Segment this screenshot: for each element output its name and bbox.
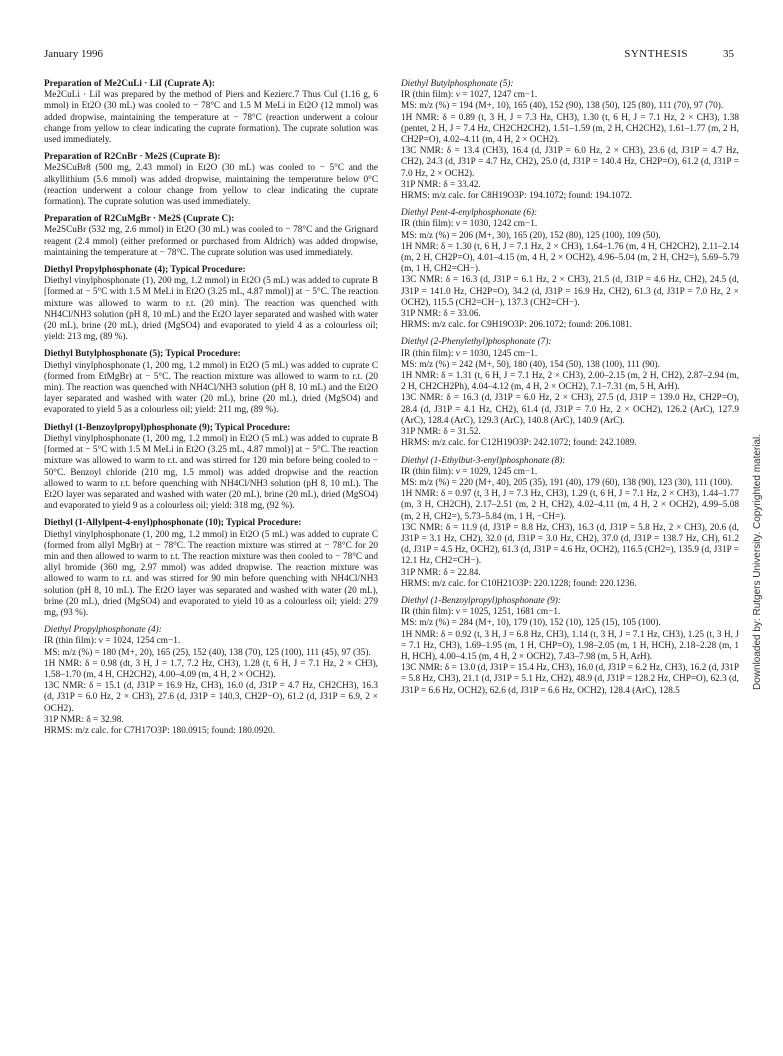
- left-column: [44, 79, 378, 743]
- issue-date: January 1996: [44, 48, 103, 60]
- procedure-section: [44, 423, 378, 513]
- section-text: Me2CuLi · LiI was prepared by the method of Piers and Kezierc.7 Thus CuI (1.16 g, 6 mmol) in Et2O (30 mL) was cooled to − 78°C and 1.5 M MeLi in Et2O (12 mmol) was added dropwise, maintaining the temperature at − 78°C (reaction underwent a colour change from yellow to clear indicating the cuprate formation). The cuprate solution was used immediately.: [44, 90, 378, 146]
- spectral-item: HRMS: m/z calc. for C9H19O3P: 206.1072; found: 206.1081.: [401, 320, 632, 331]
- section-text: Me2SCuBr (532 mg, 2.6 mmol) in Et2O (30 mL) was cooled to − 78°C and the Grignard reagent (2.4 mmol) (either preformed or purchased from Aldrich) was added dropwise, maintaining the temperature at − 78°C. The cuprate solution was used immediately.: [44, 225, 378, 258]
- section-text: Diethyl vinylphosphonate (1, 200 mg, 1.2 mmol) in Et2O (5 mL) was added to cuprate B [formed at − 5°C with 1.5 M MeLi in Et2O (3.25 mL, 4.87 mmol)] at − 5°C. The reaction mixture was allowed to warm to r.t. and was stirred for 120 min before being cooled to − 50°C. Benzoyl chloride (210 mg, 1.5 mmol) was added dropwise and the reaction allowed to warm to r.t. before quenching with NH4Cl/NH3 solution (pH 8, 10 mL). The Et2O layer was separated and washed with water (20 mL), brine (20 mL), dried (MgSO4) and evaporated to yield 9 as a colourless oil; yield: 318 mg, (92 %).: [44, 433, 378, 512]
- spectral-item: IR (thin film): ν = 1027, 1247 cm−1.: [401, 90, 538, 101]
- spectral-item: 31P NMR: δ = 33.42.: [401, 179, 481, 190]
- spectral-item: 13C NMR: δ = 13.0 (d, J31P = 15.4 Hz, CH3), 16.0 (d, J31P = 6.2 Hz, CH3), 16.2 (d, J31P = 5.8 Hz, CH3), 21.1 (d, J31P = 5.1 Hz, CH2), 48.9 (d, J31P = 128.2 Hz, CHP=O), 62.3 (d, J31P = 6.6 Hz, OCH2), 62.6 (d, J31P = 6.6 Hz, OCH2), 128.4 (ArC), 128.5: [401, 663, 739, 696]
- compound-title: Diethyl Propylphosphonate (4):: [44, 625, 162, 636]
- procedure-section: [44, 79, 378, 146]
- spectral-item: IR (thin film): ν = 1029, 1245 cm−1.: [401, 466, 538, 477]
- spectral-item: 13C NMR: δ = 16.3 (d, J31P = 6.1 Hz, 2 × CH3), 21.5 (d, J31P = 4.6 Hz, CH2), 24.5 (d, J31P = 141.0 Hz, CH2P=O), 34.2 (d, J31P = 16.9 Hz, CH2), 61.3 (d, J31P = 7.0 Hz, 2 × OCH2), 115.5 (CH2=CH−), 137.3 (CH2=CH−).: [401, 275, 739, 308]
- spectral-item: IR (thin film): ν = 1030, 1245 cm−1.: [401, 348, 538, 359]
- spectral-item: IR (thin film): ν = 1025, 1251, 1681 cm−1.: [401, 607, 561, 618]
- spectral-item: MS: m/z (%) = 194 (M+, 10), 165 (40), 152 (90), 138 (50), 125 (80), 111 (70), 97 (70).: [401, 101, 724, 112]
- download-watermark: Downloaded by: Rutgers University. Copyrighted material.: [752, 433, 763, 690]
- procedure-section: [44, 214, 378, 259]
- spectral-item: MS: m/z (%) = 180 (M+, 20), 165 (25), 152 (40), 138 (70), 125 (100), 111 (45), 97 (35).: [44, 647, 371, 658]
- spectral-item: MS: m/z (%) = 206 (M+, 30), 165 (20), 152 (80), 125 (100), 109 (50).: [401, 230, 661, 241]
- compound-title: Diethyl (1-Benzoylpropyl)phosphonate (9):: [401, 595, 561, 606]
- spectral-item: 1H NMR: δ = 0.98 (dt, 3 H, J = 1.7, 7.2 Hz, CH3), 1.28 (t, 6 H, J = 7.1 Hz, 2 × CH3), 1.58–1.70 (m, 4 H, CH2CH2), 4.00–4.09 (m, 4 H, 2 × OCH2).: [44, 658, 378, 680]
- spectral-item: 1H NMR: δ = 1.30 (t, 6 H, J = 7.1 Hz, 2 × CH3), 1.64–1.76 (m, 4 H, CH2CH2), 2.11–2.14 (m, 2 H, CH2P=O), 4.01–4.15 (m, 4 H, 2 × OCH2), 4.96–5.04 (m, 2 H, CH2=), 5.69–5.79 (m, 1 H, CH2=CH−).: [401, 241, 739, 275]
- spectral-item: HRMS: m/z calc. for C12H19O3P: 242.1072; found: 242.1089.: [401, 438, 637, 449]
- right-column: [401, 79, 739, 703]
- spectral-item: HRMS: m/z calc. for C7H17O3P: 180.0915; found: 180.0920.: [44, 725, 275, 736]
- spectral-item: HRMS: m/z calc. for C8H19O3P: 194.1072; found: 194.1072.: [401, 191, 632, 202]
- section-title: Diethyl Propylphosphonate (4); Typical Procedure:: [44, 265, 246, 276]
- spectral-item: 13C NMR: δ = 13.4 (CH3), 16.4 (d, J31P = 6.0 Hz, 2 × CH3), 23.6 (d, J31P = 4.7 Hz, CH2), 24.3 (d, J31P = 4.7 Hz, CH2), 25.0 (d, J31P = 140.4 Hz, CH2P=O), 61.2 (d, J31P = 7.0 Hz, 2 × OCH2).: [401, 146, 739, 179]
- spectral-item: IR (thin film): ν = 1024, 1254 cm−1.: [44, 636, 181, 647]
- procedure-section: [44, 152, 378, 208]
- compound-title: Diethyl Butylphosphonate (5):: [401, 79, 514, 89]
- journal-name: SYNTHESIS: [624, 48, 688, 60]
- compound-title: Diethyl (1-Ethylbut-3-enyl)phosphonate (8):: [401, 455, 566, 466]
- spectral-item: 13C NMR: δ = 11.9 (d, J31P = 8.8 Hz, CH3), 16.3 (d, J31P = 5.8 Hz, 2 × CH3), 20.6 (d, J31P = 3.1 Hz, CH2), 32.0 (d, J31P = 3.0 Hz, CH2), 37.0 (d, J31P = 138.7 Hz, CH), 61.2 (d, J31P = 4.5 Hz, OCH2), 61.3 (d, J31P = 4.6 Hz, OCH2), 116.5 (CH2=), 135.9 (d, J31P = 12.1 Hz, CH2=CH−).: [401, 522, 739, 567]
- spectral-item: 1H NMR: δ = 0.97 (t, 3 H, J = 7.3 Hz, CH3), 1.29 (t, 6 H, J = 7.1 Hz, 2 × CH3), 1.44–1.77 (m, 3 H, CH2CH), 2.17–2.51 (m, 2 H, CH2), 4.02–4.11 (m, 4 H, 2 × OCH2), 4.99–5.08 (m, 2 H, CH2=), 5.73–5.84 (m, 1 H, −CH=).: [401, 489, 739, 522]
- compound-data: [401, 79, 739, 202]
- compound-title: Diethyl (2-Phenylethyl)phosphonate (7):: [401, 337, 552, 348]
- section-title: Diethyl (1-Allylpent-4-enyl)phosphonate (10); Typical Procedure:: [44, 518, 302, 529]
- compound-data: [44, 625, 378, 737]
- page-header: [44, 48, 734, 64]
- section-title: Preparation of R2CnBr · Me2S (Cuprate B):: [44, 152, 221, 163]
- spectral-item: MS: m/z (%) = 220 (M+, 40), 205 (35), 191 (40), 179 (60), 138 (90), 123 (30), 111 (100).: [401, 477, 733, 488]
- section-title: Preparation of Me2CuLi · LiI (Cuprate A):: [44, 79, 215, 89]
- spectral-item: 1H NMR: δ = 0.89 (t, 3 H, J = 7.3 Hz, CH3), 1.30 (t, 6 H, J = 7.1 Hz, 2 × CH3), 1.38 (pentet, 2 H, J = 7.4 Hz, CH2CH2CH2), 1.51–1.59 (m, 2 H, CH2CH2), 1.61–1.77 (m, 2 H, CH2P=O), 4.02–4.11 (m, 4 H, 2 × OCH2).: [401, 112, 739, 146]
- spectral-item: 13C NMR: δ = 15.1 (d, J31P = 16.9 Hz, CH3), 16.0 (d, J31P = 4.7 Hz, CH2CH3), 16.3 (d, J31P = 6.0 Hz, 2 × CH3), 27.6 (d, J31P = 140.3, CH2P−O), 61.2 (d, J31P = 6.9, 2 × OCH2).: [44, 681, 378, 714]
- procedure-section: [44, 349, 378, 416]
- spectral-item: 31P NMR: δ = 33.06.: [401, 309, 481, 320]
- spectral-item: MS: m/z (%) = 242 (M+, 50), 180 (40), 154 (50), 138 (100), 111 (90).: [401, 359, 660, 370]
- section-text: Diethyl vinylphosphonate (1, 200 mg, 1.2 mmol) in Et2O (5 mL) was added to cuprate C (formed from allyl MgBr) at − 78°C. The reaction mixture was stirred at − 78°C for 20 min and then allowed to warm to r.t. The reaction mixture was then cooled to − 78°C and allyl bromide (360 mg, 2.97 mmol) was added dropwise. The reaction mixture was allowed to warm to r.t. and was stirred for 90 min before quenching with NH4Cl/NH3 solution (pH 8, 10 mL). The Et2O layer was separated and washed with water (20 mL), brine (20 mL), dried (MgSO4) and evaporated to yield 10 as a colourless oil; yield: 279 mg, (93 %).: [44, 529, 378, 618]
- spectral-item: 13C NMR: δ = 16.3 (d, J31P = 6.0 Hz, 2 × CH3), 27.5 (d, J31P = 139.0 Hz, CH2P=O), 28.4 (d, J31P = 4.1 Hz, CH2), 61.4 (d, J31P = 7.0 Hz, 2 × OCH2), 126.2 (ArC), 127.9 (ArC), 128.4 (ArC), 129.3 (ArC), 140.8 (ArC), 140.9 (ArC).: [401, 393, 739, 426]
- section-title: Diethyl Butylphosphonate (5); Typical Procedure:: [44, 349, 241, 360]
- spectral-item: IR (thin film): ν = 1030, 1242 cm−1.: [401, 219, 538, 230]
- procedure-section: [44, 265, 378, 343]
- spectral-item: MS: m/z (%) = 284 (M+, 10), 179 (10), 152 (10), 125 (15), 105 (100).: [401, 618, 661, 629]
- spectral-item: 31P NMR: δ = 22.84.: [401, 567, 481, 578]
- procedure-section: [44, 518, 378, 619]
- section-text: Diethyl vinylphosphonate (1), 200 mg, 1.2 mmol) in Et2O (5 mL) was added to cuprate B [formed at − 5°C with 1.5 M MeLi in Et2O (3.25 mL, 4.87 mmol)] at − 5°C. The reaction mixture was allowed to warm to r.t. (20 min). The reaction was quenched with NH4Cl/NH3 solution (pH 8, 10 mL) and the Et2O layer separated and washed with water (20 mL), brine (20 mL), dried (MgSO4) and evaporated to yield 4 as a colourless oil; yield: 213 mg, (89 %).: [44, 276, 378, 343]
- compound-title: Diethyl Pent-4-enylphosphonate (6):: [401, 208, 538, 219]
- spectral-item: 31P NMR: δ = 31.52.: [401, 427, 481, 438]
- compound-data: [401, 208, 739, 331]
- spectral-item: 1H NMR: δ = 0.92 (t, 3 H, J = 6.8 Hz, CH3), 1.14 (t, 3 H, J = 7.1 Hz, CH3), 1.25 (t, 3 H, J = 7.1 Hz, CH3), 1.69–1.95 (m, 1 H, CHP=O), 1.98–2.05 (m, 1 H, HCH), 2.18–2.28 (m, 1 H, HCH), 4.00–4.15 (m, 4 H, 2 × OCH2), 7.43–7.98 (m, 5 H, ArH).: [401, 629, 739, 662]
- compound-data: [401, 596, 739, 697]
- compound-data: [401, 456, 739, 590]
- section-title: Preparation of R2CuMgBr · Me2S (Cuprate C):: [44, 214, 235, 225]
- section-title: Diethyl (1-Benzoylpropyl)phosphonate (9); Typical Procedure:: [44, 422, 291, 433]
- page-number: 35: [723, 48, 734, 60]
- spectral-item: HRMS: m/z calc. for C10H21O3P: 220.1228; found: 220.1236.: [401, 578, 637, 589]
- compound-data: [401, 337, 739, 449]
- spectral-item: 31P NMR: δ = 32.98.: [44, 714, 124, 725]
- section-text: Diethyl vinylphosphonate (1, 200 mg, 1.2 mmol) in Et2O (5 mL) was added to cuprate C (formed from EtMgBr) at − 5°C. The reaction mixture was allowed to warm to r.t. (20 min). The reaction was quenched with NH4Cl/NH3 solution (pH 8, 10 mL) and the Et2O layer separated and washed with water (20 mL), brine (20 mL), dried (MgSO4) and evaporated to yield 5 as a colourless oil; yield: 211 mg, (89 %).: [44, 360, 378, 416]
- section-text: Me2SCuBr8 (500 mg, 2.43 mmol) in Et2O (30 mL) was cooled to − 5°C and the alkyllithium (5.6 mmol) was added dropwise, maintaining the temperature below 0°C (reaction underwent a colour change from yellow to clear indicating the cuprate formation). The cuprate solution was used immediately.: [44, 163, 378, 208]
- spectral-item: 1H NMR: δ = 1.31 (t, 6 H, J = 7.1 Hz, 2 × CH3), 2.00–2.15 (m, 2 H, CH2), 2.87–2.94 (m, 2 H, CH2CH2Ph), 4.04–4.12 (m, 4 H, 2 × OCH2), 7.1–7.31 (m, 5 H, ArH).: [401, 371, 739, 393]
